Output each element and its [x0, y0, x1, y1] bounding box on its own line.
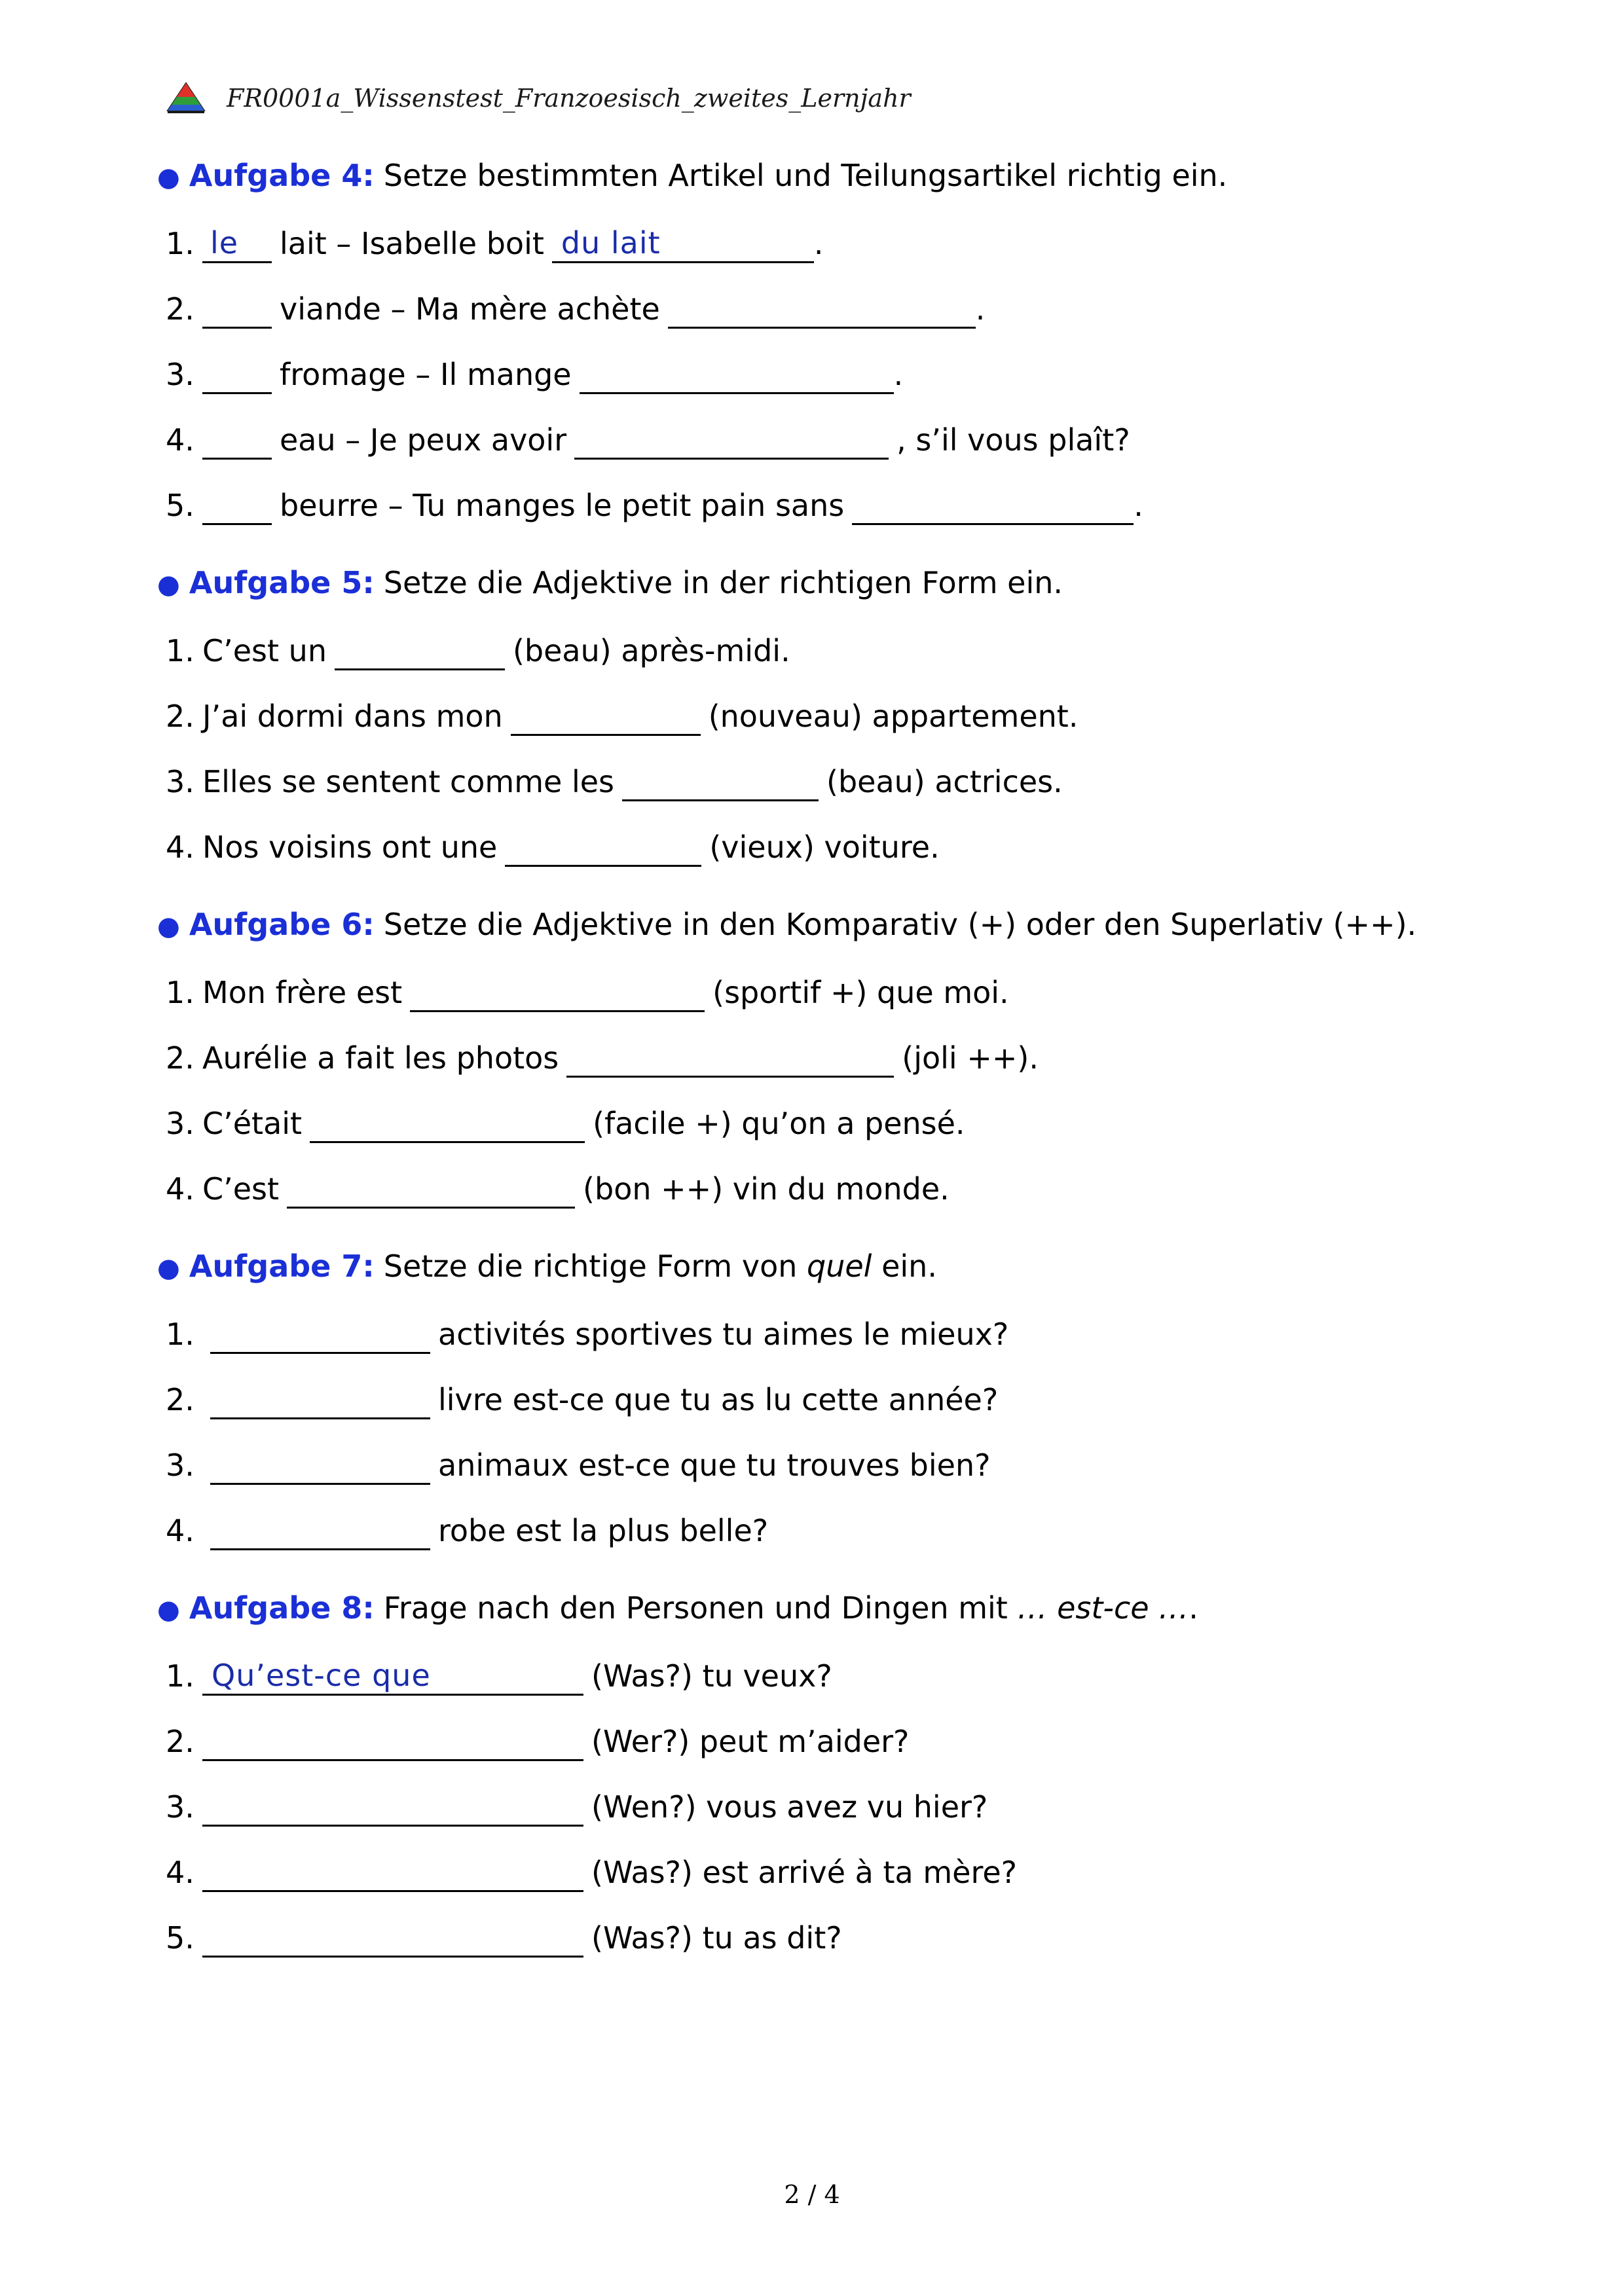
answer-blank[interactable]	[210, 1383, 430, 1419]
answer-blank[interactable]	[852, 489, 1134, 525]
exercise-item	[166, 1169, 950, 1209]
item-text: lait – Isabelle boit	[280, 226, 544, 261]
pyramid-logo-icon	[165, 82, 207, 115]
item-number: 2.	[166, 291, 194, 327]
item-number: 3.	[166, 1448, 194, 1483]
item-text-end: (facile +) qu’on a pensé.	[593, 1106, 965, 1141]
item-number: 5.	[166, 1920, 194, 1956]
item-number: 4.	[166, 829, 194, 865]
answer-blank[interactable]	[310, 1107, 585, 1143]
item-text-end: animaux est-ce que tu trouves bien?	[438, 1448, 991, 1483]
item-text-end: (beau) actrices.	[826, 764, 1063, 799]
item-number: 3.	[166, 357, 194, 392]
item-number: 1.	[166, 1658, 194, 1694]
exercise-item	[166, 289, 985, 329]
item-number: 2.	[166, 1040, 194, 1076]
item-text: Mon frère est	[202, 975, 403, 1010]
answer-blank[interactable]	[202, 1922, 583, 1958]
exercise-item	[166, 631, 790, 670]
item-number: 1.	[166, 975, 194, 1010]
item-number: 1.	[166, 633, 194, 668]
item-text-end: (nouveau) appartement.	[708, 699, 1079, 734]
item-text-end: (Was?) tu veux?	[591, 1658, 832, 1694]
answer-blank[interactable]	[210, 1449, 430, 1485]
answer-blank[interactable]	[202, 227, 272, 263]
item-text: C’est	[202, 1171, 280, 1207]
task-label: Aufgabe 4:	[189, 158, 375, 193]
bullet-icon: ●	[157, 1595, 180, 1625]
item-text: fromage – Il mange	[280, 357, 572, 392]
item-text: eau – Je peux avoir	[280, 422, 567, 458]
task-instruction-end: .	[1189, 1590, 1198, 1626]
answer-blank[interactable]	[202, 1660, 583, 1696]
task-instruction: Setze die Adjektive in den Komparativ (+) oder den Superlativ (++).	[383, 907, 1417, 942]
task-heading-7	[157, 1247, 937, 1288]
item-text-end: (Was?) tu as dit?	[591, 1920, 842, 1956]
answer-blank[interactable]	[668, 293, 976, 329]
item-number: 4.	[166, 1171, 194, 1207]
task-instruction: Setze bestimmten Artikel und Teilungsartikel richtig ein.	[383, 158, 1228, 193]
task-instruction: Frage nach den Personen und Dingen mit	[383, 1590, 1008, 1626]
task-label: Aufgabe 8:	[189, 1590, 375, 1626]
task-label: Aufgabe 5:	[189, 565, 375, 600]
item-number: 1.	[166, 1317, 194, 1352]
item-text-end: .	[1134, 488, 1143, 523]
item-number: 4.	[166, 1855, 194, 1890]
exercise-item	[166, 224, 824, 263]
exercise-item	[166, 486, 1143, 525]
item-text-end: (joli ++).	[902, 1040, 1039, 1076]
bullet-icon: ●	[157, 570, 180, 600]
item-number: 1.	[166, 226, 194, 261]
item-number: 5.	[166, 488, 194, 523]
answer-blank[interactable]	[210, 1514, 430, 1550]
item-text-end: robe est la plus belle?	[438, 1513, 769, 1548]
bullet-icon: ●	[157, 162, 180, 192]
item-text: Nos voisins ont une	[202, 829, 498, 865]
item-text-end: (beau) après-midi.	[512, 633, 790, 668]
task-heading-6	[157, 905, 1416, 946]
exercise-item	[166, 828, 940, 867]
exercise-item	[166, 1918, 842, 1958]
exercise-item	[166, 1446, 991, 1485]
answer-blank[interactable]	[210, 1318, 430, 1354]
item-number: 2.	[166, 1724, 194, 1759]
answer-blank[interactable]	[202, 293, 272, 329]
exercise-item	[166, 420, 1130, 460]
item-number: 3.	[166, 1789, 194, 1825]
exercise-item	[166, 1853, 1017, 1892]
item-text-end: (Was?) est arrivé à ta mère?	[591, 1855, 1018, 1890]
item-text: C’était	[202, 1106, 303, 1141]
task-instruction: Setze die Adjektive in der richtigen Form ein.	[383, 565, 1063, 600]
task-heading-4	[157, 156, 1227, 197]
task-instruction-end: ein.	[881, 1248, 937, 1284]
page-number: 2 / 4	[784, 2180, 840, 2209]
exercise-item	[166, 1787, 987, 1827]
exercise-item	[166, 1511, 768, 1550]
item-text-end: livre est-ce que tu as lu cette année?	[438, 1382, 999, 1417]
item-text-end: , s’il vous plaît?	[896, 422, 1130, 458]
exercise-item	[166, 1038, 1039, 1078]
answer-blank[interactable]	[622, 765, 819, 801]
document-title: FR0001a_Wissenstest_Franzoesisch_zweites_Lernjahr	[227, 84, 911, 113]
answer-blank[interactable]	[202, 489, 272, 525]
item-text-end: (sportif +) que moi.	[712, 975, 1009, 1010]
answer-blank[interactable]	[574, 424, 889, 460]
item-text: C’est un	[202, 633, 327, 668]
exercise-item	[166, 1722, 909, 1761]
answer-blank[interactable]	[505, 831, 701, 867]
item-text-end: (Wer?) peut m’aider?	[591, 1724, 910, 1759]
item-text-end: activités sportives tu aimes le mieux?	[438, 1317, 1009, 1352]
exercise-item	[166, 697, 1078, 736]
answer-blank[interactable]	[202, 424, 272, 460]
item-text: J’ai dormi dans mon	[202, 699, 503, 734]
exercise-item	[166, 355, 903, 394]
task-label: Aufgabe 6:	[189, 907, 375, 942]
bullet-icon: ●	[157, 1253, 180, 1283]
item-text-end: (Wen?) vous avez vu hier?	[591, 1789, 988, 1825]
answer-blank[interactable]	[335, 634, 505, 670]
answer-blank[interactable]	[410, 976, 705, 1012]
answer-blank[interactable]	[580, 358, 894, 394]
item-number: 4.	[166, 1513, 194, 1548]
item-text: Elles se sentent comme les	[202, 764, 614, 799]
handwritten-answer: Qu’est-ce que	[212, 1658, 431, 1693]
answer-blank[interactable]	[511, 700, 701, 736]
item-text-end: .	[893, 357, 904, 392]
answer-blank[interactable]	[566, 1042, 894, 1078]
item-number: 3.	[166, 764, 194, 799]
item-text-end: .	[975, 291, 986, 327]
item-text: viande – Ma mère achète	[280, 291, 660, 327]
item-text-end: (bon ++) vin du monde.	[583, 1171, 950, 1207]
item-number: 2.	[166, 1382, 194, 1417]
exercise-item	[166, 1380, 998, 1419]
exercise-item	[166, 1656, 832, 1696]
task-label: Aufgabe 7:	[189, 1248, 375, 1284]
exercise-item	[166, 1104, 965, 1143]
task-instruction-italic: quel	[807, 1248, 872, 1284]
answer-blank[interactable]	[202, 1791, 583, 1827]
answer-blank[interactable]	[287, 1173, 575, 1209]
bullet-icon: ●	[157, 911, 180, 941]
item-number: 2.	[166, 699, 194, 734]
task-heading-8	[157, 1588, 1198, 1630]
exercise-item	[166, 1315, 1008, 1354]
item-number: 3.	[166, 1106, 194, 1141]
item-text-end: (vieux) voiture.	[709, 829, 940, 865]
task-heading-5	[157, 563, 1063, 604]
exercise-item	[166, 973, 1009, 1012]
item-text: beurre – Tu manges le petit pain sans	[280, 488, 845, 523]
task-instruction: Setze die richtige Form von	[383, 1248, 798, 1284]
task-instruction-italic: … est-ce …	[1017, 1590, 1189, 1626]
answer-blank[interactable]	[202, 1856, 583, 1892]
exercise-item	[166, 762, 1063, 801]
answer-blank[interactable]	[202, 1725, 583, 1761]
answer-blank[interactable]	[202, 358, 272, 394]
handwritten-answer: le	[210, 225, 239, 261]
answer-blank[interactable]	[552, 227, 814, 263]
item-number: 4.	[166, 422, 194, 458]
page-header	[165, 77, 911, 119]
item-text-end: .	[813, 226, 824, 261]
handwritten-answer: du lait	[561, 225, 661, 261]
item-text: Aurélie a fait les photos	[202, 1040, 559, 1076]
